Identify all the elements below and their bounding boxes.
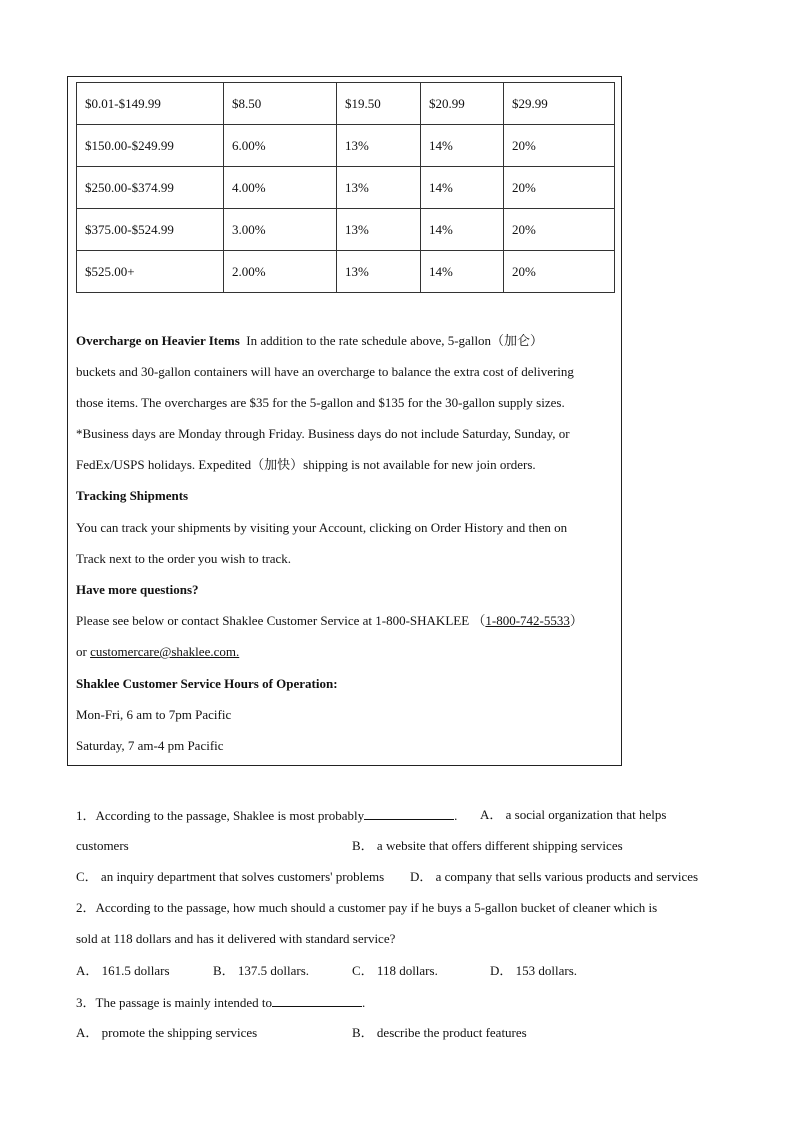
overcharge-heading: Overcharge on Heavier Items [76,333,240,348]
q1-option-d: D． a company that sells various products and services [410,869,699,884]
overcharge-line-2: buckets and 30-gallon containers will have an overcharge to balance the extra cost of delivering [76,364,574,379]
rate-value-cell: 14% [421,125,504,167]
rate-value-cell: 13% [337,125,421,167]
questions-heading: Have more questions? [76,582,199,597]
q2-option-a: A． 161.5 dollars [76,963,170,978]
rate-value-cell: 13% [337,209,421,251]
q2-option-d: D． 153 dollars. [490,963,578,978]
rate-value-cell: 3.00% [224,209,337,251]
question-3-stem [76,994,365,1011]
email-link[interactable]: customercare@shaklee.com. [90,644,240,659]
rate-row [77,125,615,167]
rate-value-cell: $19.50 [337,83,421,125]
q1-stem-text: 1．According to the passage, Shaklee is most probably [76,808,365,823]
q1-option-b: B． a website that offers different shipping services [352,838,623,853]
answer-blank [364,807,454,820]
business-days-line-2: FedEx/USPS holidays. Expedited（加快）shipping is not available for new join orders. [76,457,536,472]
rate-row [77,209,615,251]
tracking-line-1: You can track your shipments by visiting your Account, clicking on Order History and then on [76,520,568,535]
q2-option-c: C． 118 dollars. [352,963,438,978]
tracking-heading: Tracking Shipments [76,488,189,503]
rate-range-cell: $150.00-$249.99 [77,125,224,167]
rate-value-cell: 4.00% [224,167,337,209]
contact-close: ） [569,613,583,628]
tracking-line-2: Track next to the order you wish to track. [76,551,292,566]
q3-option-b: B． describe the product features [352,1025,527,1040]
q2-option-b: B． 137.5 dollars. [213,963,310,978]
rate-range-cell: $525.00+ [77,251,224,293]
rate-table [76,82,615,293]
rate-value-cell: 20% [504,209,615,251]
phone-link[interactable]: 1-800-742-5533 [485,613,570,628]
rate-value-cell: 13% [337,167,421,209]
q1-option-a-cont: customers [76,838,129,853]
contact-text: Please see below or contact Shaklee Customer Service at 1-800-SHAKLEE （ [76,613,486,628]
rate-row [77,167,615,209]
email-line [76,644,239,660]
contact-line [76,613,583,629]
rate-value-cell: $8.50 [224,83,337,125]
hours-weekday: Mon-Fri, 6 am to 7pm Pacific [76,707,232,722]
rate-value-cell: 14% [421,167,504,209]
rate-range-cell: $0.01-$149.99 [77,83,224,125]
q3-option-a: A． promote the shipping services [76,1025,258,1040]
rate-value-cell: 20% [504,167,615,209]
rate-value-cell: $29.99 [504,83,615,125]
rate-range-cell: $375.00-$524.99 [77,209,224,251]
overcharge-line-3: those items. The overcharges are $35 for the 5-gallon and $135 for the 30-gallon supply sizes. [76,395,565,410]
rate-value-cell: 6.00% [224,125,337,167]
answer-blank [272,994,362,1007]
question-2-stem-2: sold at 118 dollars and has it delivered with standard service? [76,931,396,946]
rate-value-cell: 20% [504,251,615,293]
rate-value-cell: 13% [337,251,421,293]
q1-option-c: C． an inquiry department that solves customers' problems [76,869,385,884]
q3-stem-text: 3．The passage is mainly intended to [76,995,273,1010]
rate-value-cell: 20% [504,125,615,167]
rate-row [77,251,615,293]
question-2-stem-1: 2．According to the passage, how much should a customer pay if he buys a 5-gallon bucket of cleaner which is [76,900,658,915]
q1-option-a: A． a social organization that helps [480,807,667,822]
rate-value-cell: 14% [421,209,504,251]
hours-saturday: Saturday, 7 am-4 pm Pacific [76,738,224,753]
rate-value-cell: $20.99 [421,83,504,125]
rate-range-cell: $250.00-$374.99 [77,167,224,209]
overcharge-paragraph-line [76,333,543,349]
rate-value-cell: 2.00% [224,251,337,293]
q1-stem-end: . [454,808,458,823]
rate-row [77,83,615,125]
email-prefix: or [76,644,91,659]
question-1-stem [76,807,457,824]
q3-stem-end: . [362,995,366,1010]
overcharge-text: In addition to the rate schedule above, 5-gallon（加仑） [246,333,544,348]
business-days-line-1: *Business days are Monday through Friday. Business days do not include Saturday, Sunday, or [76,426,570,441]
hours-heading: Shaklee Customer Service Hours of Operation: [76,676,338,691]
rate-value-cell: 14% [421,251,504,293]
